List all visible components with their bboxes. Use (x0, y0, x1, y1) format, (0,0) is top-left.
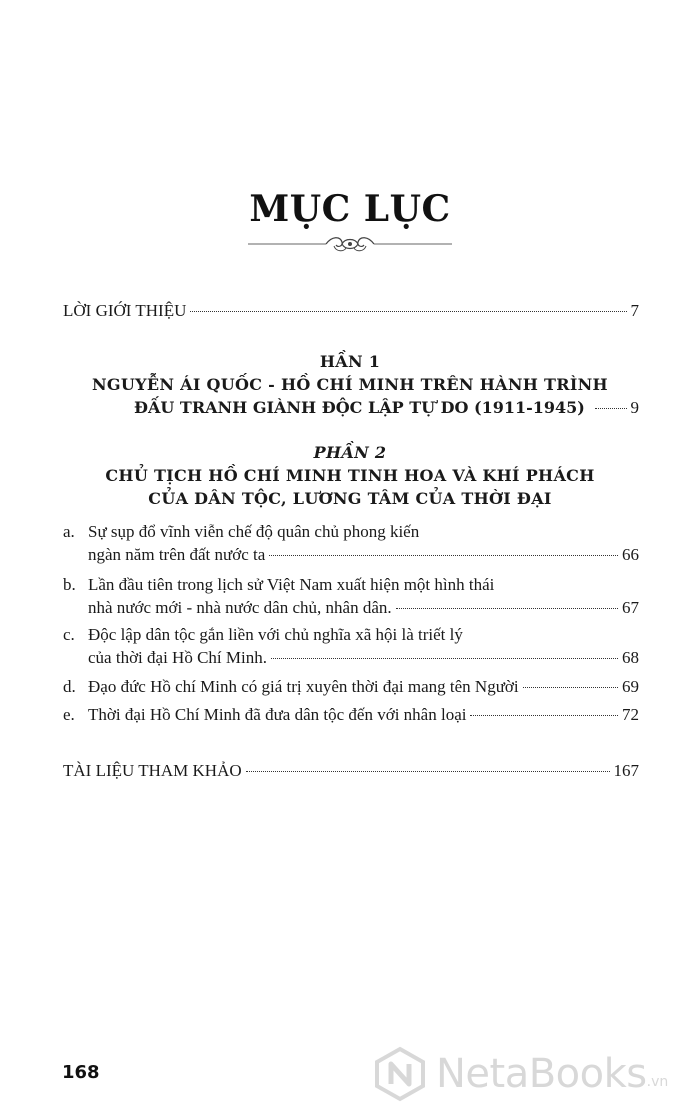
toc-page-number: 69 (622, 677, 639, 696)
toc-entry-item-d[interactable] (88, 676, 639, 698)
toc-item-line1: Độc lập dân tộc gắn liền với chủ nghĩa xã hội là triết lý (88, 625, 463, 644)
toc-entry-part1[interactable] (134, 397, 639, 419)
dot-leader (595, 408, 627, 409)
dot-leader (269, 555, 618, 556)
toc-entry-label: TÀI LIỆU THAM KHẢO (63, 761, 242, 780)
page-number: 168 (62, 1062, 100, 1083)
title-ornament-divider (248, 232, 452, 256)
watermark-brand: NetaBooks (436, 1051, 647, 1097)
dot-leader (523, 687, 618, 688)
page-title: MỤC LỤC (249, 188, 451, 230)
toc-item-line2: ngàn năm trên đất nước ta (88, 545, 266, 564)
netabooks-logo-icon (372, 1046, 428, 1102)
toc-entry-item-a[interactable] (88, 544, 639, 566)
dot-leader (271, 658, 618, 659)
toc-item-line1: Thời đại Hồ Chí Minh đã đưa dân tộc đến với nhân loại (88, 705, 467, 724)
toc-item-line2: nhà nước mới - nhà nước dân chủ, nhân dân. (88, 598, 392, 617)
toc-page-number: 68 (622, 648, 639, 667)
toc-item-letter: c. (63, 625, 75, 644)
toc-item-letter: d. (63, 677, 76, 696)
part2-title-line1: CHỦ TỊCH HỒ CHÍ MINH TINH HOA VÀ KHÍ PHÁCH (105, 466, 595, 485)
toc-item-line1: Lần đầu tiên trong lịch sử Việt Nam xuất hiện một hình thái (88, 575, 495, 594)
toc-item-letter: e. (63, 705, 75, 724)
part1-title-line2: ĐẤU TRANH GIÀNH ĐỘC LẬP TỰ DO (1911-1945) (134, 398, 585, 417)
toc-page-number: 67 (622, 598, 639, 617)
toc-entry-label: LỜI GIỚI THIỆU (63, 301, 187, 320)
netabooks-watermark (372, 1044, 692, 1104)
dot-leader (470, 715, 618, 716)
toc-entry-item-c[interactable] (88, 647, 639, 669)
toc-item-line1: Sự sụp đổ vĩnh viễn chế độ quân chủ phong kiến (88, 522, 420, 541)
toc-item-line2: của thời đại Hồ Chí Minh. (88, 648, 267, 667)
toc-page-number: 7 (630, 301, 639, 320)
toc-page-number: 167 (613, 761, 639, 780)
toc-item-letter: b. (63, 575, 76, 594)
toc-entry-intro[interactable] (63, 300, 639, 322)
dot-leader (246, 771, 610, 772)
part1-title-line1: NGUYỄN ÁI QUỐC - HỒ CHÍ MINH TRÊN HÀNH TRÌNH (92, 375, 608, 394)
dot-leader (396, 608, 618, 609)
part2-title-line2: CỦA DÂN TỘC, LƯƠNG TÂM CỦA THỜI ĐẠI (148, 489, 552, 508)
part1-heading: HẦN 1 (319, 352, 381, 371)
toc-entry-references[interactable] (63, 760, 639, 782)
part2-heading: PHẦN 2 (313, 443, 387, 462)
toc-item-letter: a. (63, 522, 75, 541)
dot-leader (190, 311, 626, 312)
toc-page-number: 9 (630, 398, 639, 417)
toc-entry-item-e[interactable] (88, 704, 639, 726)
watermark-suffix: .vn (646, 1074, 669, 1090)
toc-page-number: 72 (622, 705, 639, 724)
toc-item-line1: Đạo đức Hồ chí Minh có giá trị xuyên thời đại mang tên Người (88, 677, 519, 696)
toc-page-number: 66 (622, 545, 639, 564)
toc-entry-item-b[interactable] (88, 597, 639, 619)
